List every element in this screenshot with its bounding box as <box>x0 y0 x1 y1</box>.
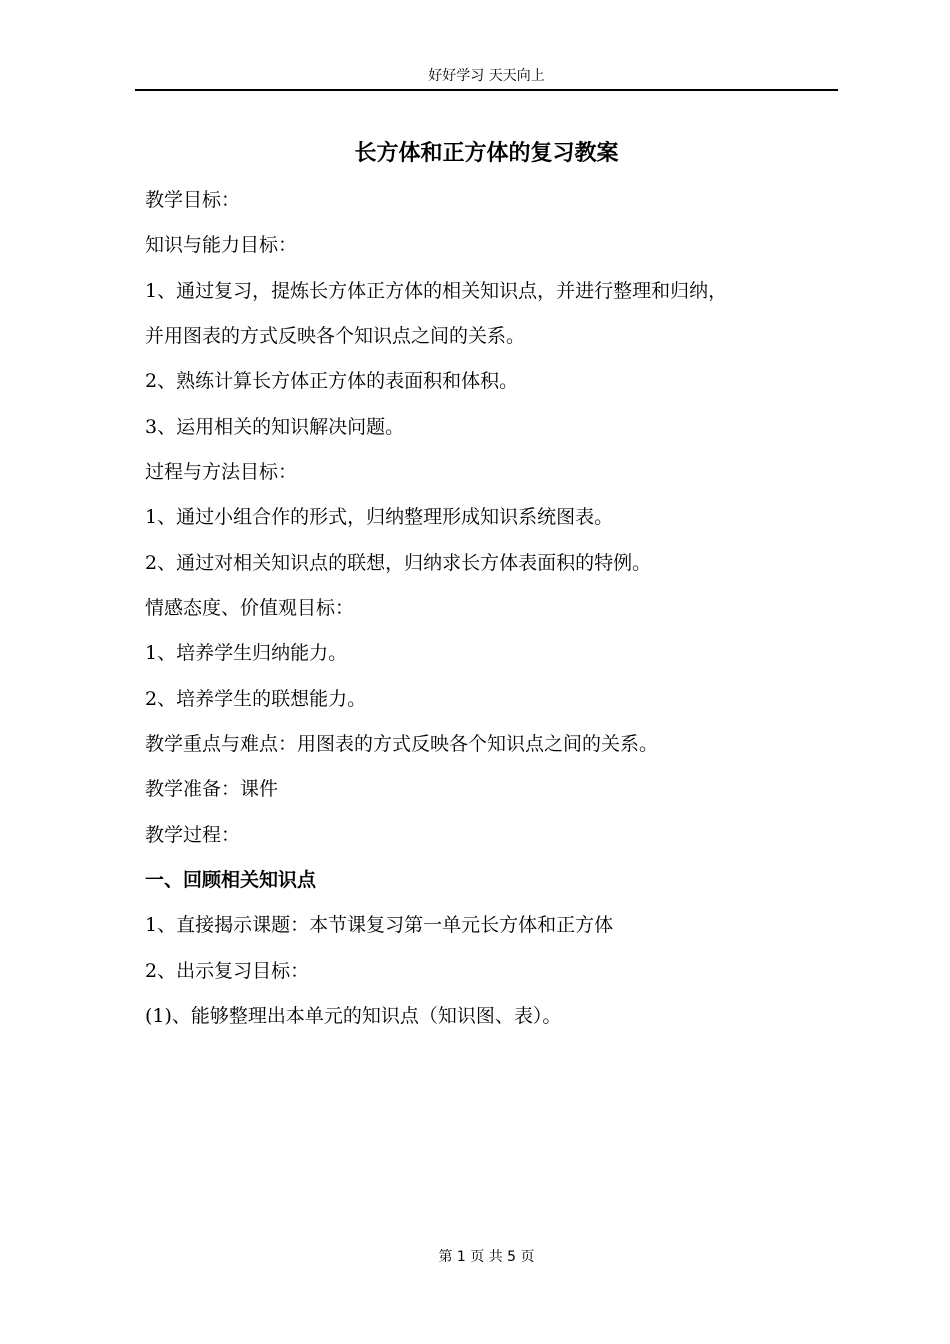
paragraph-line: 1、直接揭示课题：本节课复习第一单元长方体和正方体 <box>145 914 614 936</box>
paragraph-line: 教学重点与难点：用图表的方式反映各个知识点之间的关系。 <box>145 733 659 755</box>
page-number: 第 1 页 共 5 页 <box>438 1249 535 1265</box>
document-title: 长方体和正方体的复习教案 <box>354 141 619 166</box>
page-header <box>135 64 838 91</box>
paragraph-line: 2、熟练计算长方体正方体的表面积和体积。 <box>145 370 519 392</box>
paragraph-line: (1)、能够整理出本单元的知识点（知识图、表）。 <box>145 1005 562 1027</box>
paragraph-line: 1、培养学生归纳能力。 <box>145 642 348 664</box>
subsection-process-method-goals: 过程与方法目标： <box>145 461 298 483</box>
paragraph-line: 2、出示复习目标： <box>145 960 310 982</box>
paragraph-line: 1、通过小组合作的形式，归纳整理形成知识系统图表。 <box>145 506 614 528</box>
paragraph-line: 1、通过复习，提炼长方体正方体的相关知识点，并进行整理和归纳， <box>145 280 728 302</box>
subsection-knowledge-ability-goals: 知识与能力目标： <box>145 234 298 256</box>
section-heading-teaching-goals: 教学目标： <box>145 189 241 211</box>
section-heading-review: 一、回顾相关知识点 <box>145 869 317 891</box>
paragraph-line: 教学准备：课件 <box>145 778 279 800</box>
paragraph-line: 3、运用相关的知识解决问题。 <box>145 416 405 438</box>
section-heading-teaching-process: 教学过程： <box>145 824 241 846</box>
page-footer <box>135 1246 838 1268</box>
header-text: 好好学习 天天向上 <box>428 68 545 84</box>
paragraph-line: 2、通过对相关知识点的联想，归纳求长方体表面积的特例。 <box>145 552 652 574</box>
paragraph-line: 2、培养学生的联想能力。 <box>145 688 367 710</box>
subsection-attitude-value-goals: 情感态度、价值观目标： <box>145 597 355 619</box>
paragraph-line: 并用图表的方式反映各个知识点之间的关系。 <box>145 325 526 347</box>
